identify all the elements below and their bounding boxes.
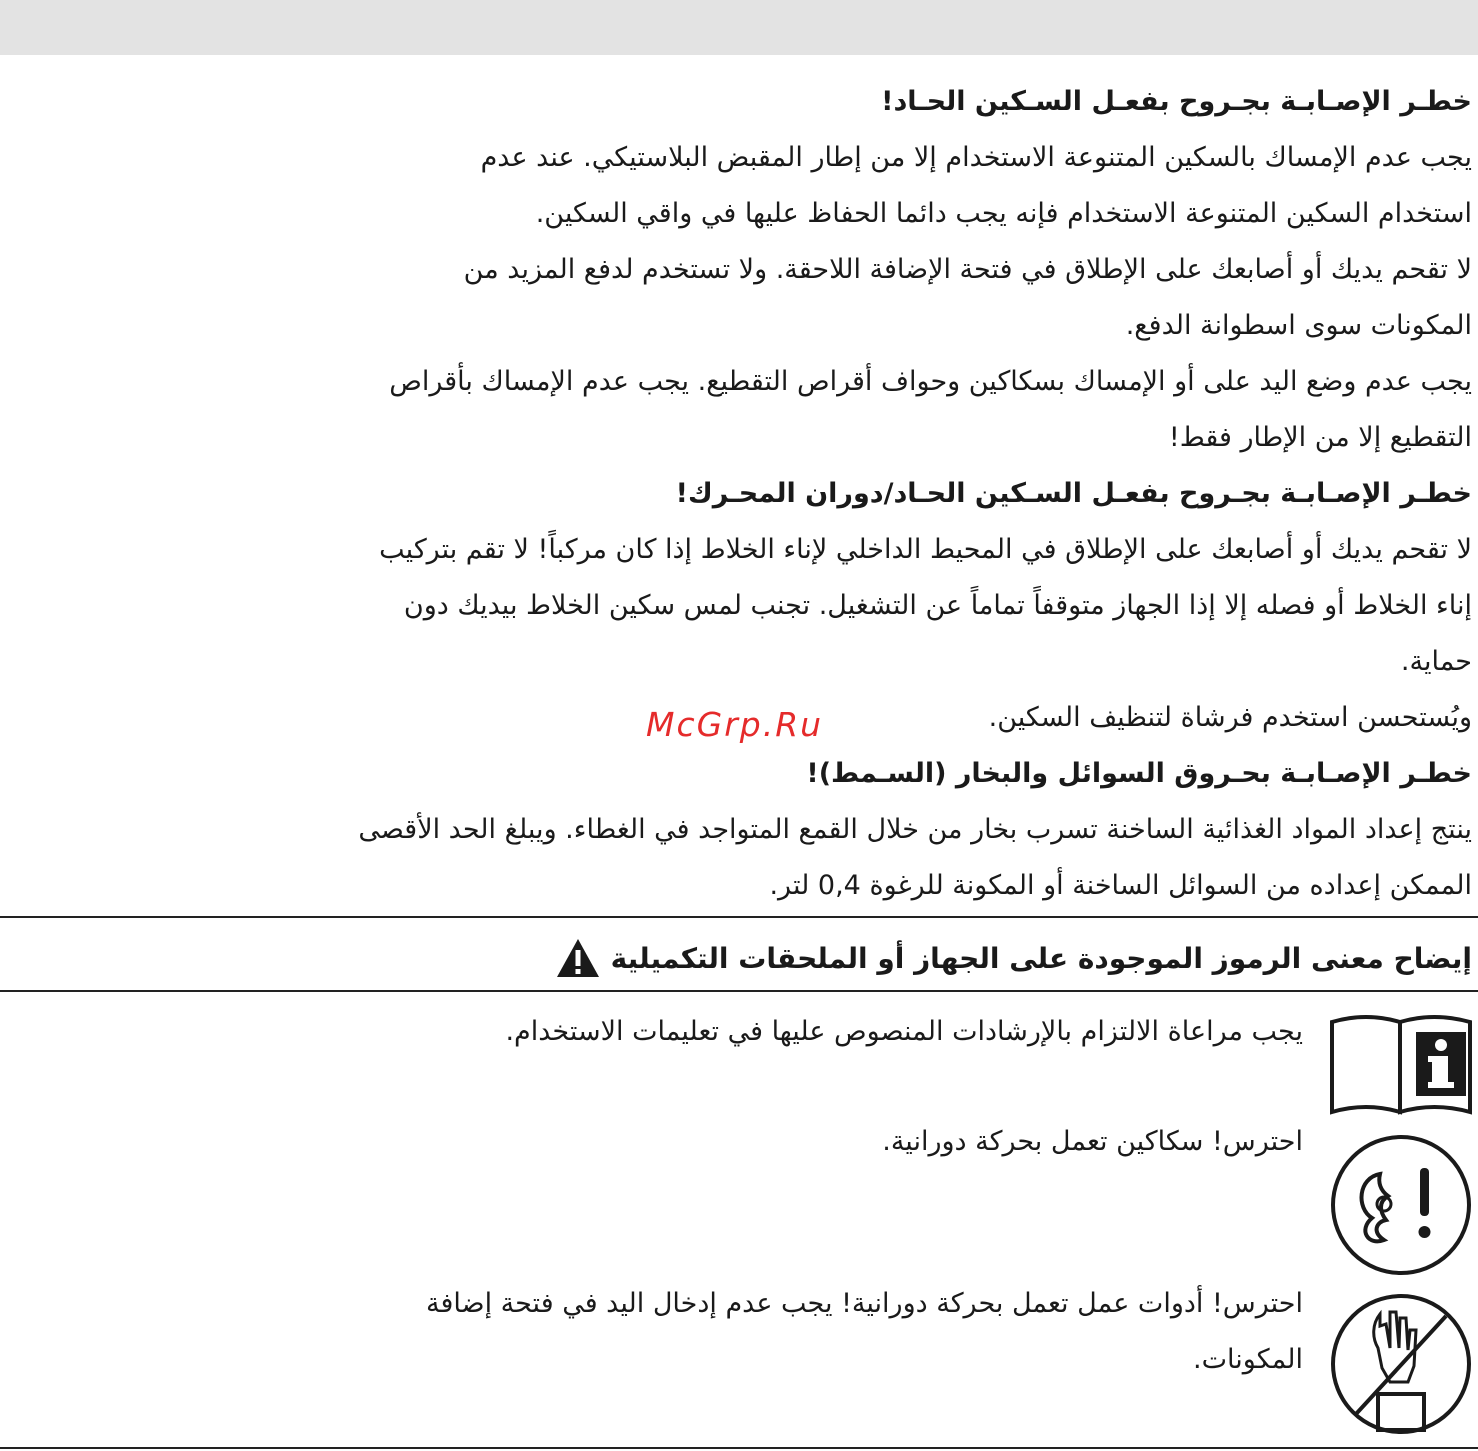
divider [0,1447,1478,1449]
symbol-description: المكونات. [1193,1344,1303,1375]
paragraph-line: التقطيع إلا من الإطار فقط! [1168,422,1472,453]
no-hand-in-opening-icon [1328,1290,1474,1438]
divider [0,990,1478,992]
symbols-heading-text: إيضاح معنى الرموز الموجودة على الجهاز أو الملحقات التكميلية [610,941,1472,975]
top-header-bar [0,0,1478,55]
paragraph-line: ويُستحسن استخدم فرشاة لتنظيف السكين. [988,702,1472,733]
symbols-section-heading [555,930,1472,986]
paragraph-line: استخدام السكين المتنوعة الاستخدام فإنه يجب دائما الحفاظ عليها في واقي السكين. [535,198,1472,229]
symbol-description: احترس! أدوات عمل تعمل بحركة دورانية! يجب عدم إدخال اليد في فتحة إضافة [426,1288,1303,1319]
heading-knife-motor-injury: خطـر الإصـابـة بجـروح بفعـل السـكين الحـاد/دوران المحـرك! [675,478,1472,509]
warning-triangle-icon [555,937,601,979]
paragraph-line: يجب عدم وضع اليد على أو الإمساك بسكاكين وحواف أقراص التقطيع. يجب عدم الإمساك بأقراص [389,366,1472,397]
symbol-description: احترس! سكاكين تعمل بحركة دورانية. [882,1126,1303,1157]
paragraph-line: إناء الخلاط أو فصله إلا إذا الجهاز متوقفاً تماماً عن التشغيل. تجنب لمس سكين الخلاط بيديك دون [403,590,1472,621]
divider [0,916,1478,918]
paragraph-line: المكونات سوى اسطوانة الدفع. [1125,310,1472,341]
watermark-text: McGrp.Ru [646,705,824,744]
heading-knife-injury: خطـر الإصـابـة بجـروح بفعـل السـكين الحـاد! [881,86,1472,117]
paragraph-line: ينتج إعداد المواد الغذائية الساخنة تسرب بخار من خلال القمع المتواجد في الغطاء. ويبلغ الحد الأقصى [358,814,1472,845]
paragraph-line: الممكن إعداده من السوائل الساخنة أو المكونة للرغوة 0,4 لتر. [769,870,1472,901]
paragraph-line: لا تقحم يديك أو أصابعك على الإطلاق في فتحة الإضافة اللاحقة. ولا تستخدم لدفع المزيد من [463,254,1472,285]
heading-burn-injury: خطـر الإصـابـة بحـروق السوائل والبخار (السـمط)! [806,758,1472,789]
symbol-description: يجب مراعاة الالتزام بالإرشادات المنصوص عليها في تعليمات الاستخدام. [505,1016,1303,1047]
paragraph-line: حماية. [1400,646,1472,677]
paragraph-line: يجب عدم الإمساك بالسكين المتنوعة الاستخدام إلا من إطار المقبض البلاستيكي. عند عدم [480,142,1472,173]
info-manual-icon [1328,1012,1474,1117]
rotating-blade-warning-icon [1328,1132,1474,1278]
paragraph-line: لا تقحم يديك أو أصابعك على الإطلاق في المحيط الداخلي لإناء الخلاط إذا كان مركباً! لا تقم بتركيب [379,534,1472,565]
